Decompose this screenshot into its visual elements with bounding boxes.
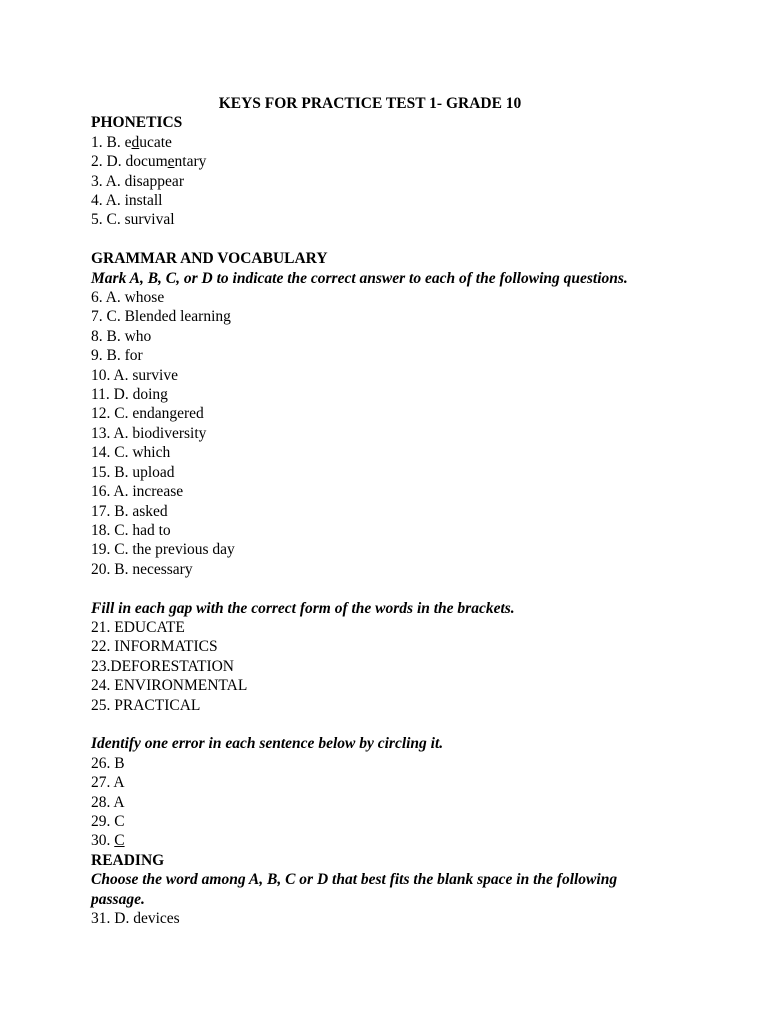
word-form-list	[91, 618, 691, 715]
answer-item: 17. B. asked	[91, 502, 168, 520]
answer-item: 31. D. devices	[91, 910, 180, 928]
answer-item: 25. PRACTICAL	[91, 696, 201, 714]
answer-item: 13. A. biodiversity	[91, 424, 207, 442]
grammar-heading: GRAMMAR AND VOCABULARY	[91, 250, 328, 268]
reading-heading: READING	[91, 851, 165, 869]
reading-list	[91, 909, 691, 928]
answer-item: 28. A	[91, 793, 125, 811]
answer-item: 16. A. increase	[91, 483, 184, 501]
error-id-list	[91, 754, 691, 851]
answer-item: 29. C	[91, 812, 125, 830]
answer-item: 21. EDUCATE	[91, 618, 185, 636]
spacer	[91, 579, 691, 598]
spacer	[91, 715, 691, 734]
page-title: KEYS FOR PRACTICE TEST 1- GRADE 10	[218, 95, 522, 112]
answer-item: 14. C. which	[91, 444, 171, 462]
spacer	[91, 230, 691, 249]
answer-item: 15. B. upload	[91, 463, 175, 481]
reading-instruction-line-1: Choose the word among A, B, C or D that best fits the blank space in the following	[91, 871, 618, 889]
answer-item: 20. B. necessary	[91, 560, 193, 578]
answer-item: 22. INFORMATICS	[91, 638, 218, 656]
answer-item: 12. C. endangered	[91, 405, 204, 423]
phonetics-list	[91, 133, 691, 230]
answer-item: 7. C. Blended learning	[91, 308, 231, 326]
grammar-instruction: Mark A, B, C, or D to indicate the correct answer to each of the following questions.	[91, 269, 628, 287]
answer-item: 5. C. survival	[91, 211, 175, 229]
answer-item: 3. A. disappear	[91, 172, 184, 190]
answer-item: 18. C. had to	[91, 521, 171, 539]
answer-item: 26. B	[91, 754, 125, 772]
answer-item: 23.DEFORESTATION	[91, 657, 234, 675]
answer-item: 30. C	[91, 832, 125, 850]
answer-item: 19. C. the previous day	[91, 541, 235, 559]
answer-item: 24. ENVIRONMENTAL	[91, 677, 248, 695]
error-id-instruction: Identify one error in each sentence below by circling it.	[91, 735, 444, 753]
reading-instruction-line-2: passage.	[91, 890, 145, 908]
answer-item: 11. D. doing	[91, 386, 168, 404]
answer-item: 8. B. who	[91, 327, 152, 345]
word-form-instruction: Fill in each gap with the correct form of the words in the brackets.	[91, 599, 515, 617]
answer-item: 2. D. documentary	[91, 153, 207, 171]
answer-item: 9. B. for	[91, 347, 143, 365]
answer-item: 1. B. educate	[91, 133, 172, 151]
answer-item: 6. A. whose	[91, 289, 165, 307]
answer-item: 27. A	[91, 774, 125, 792]
answer-item: 10. A. survive	[91, 366, 178, 384]
document-content	[91, 94, 691, 928]
grammar-list	[91, 288, 691, 579]
phonetics-heading: PHONETICS	[91, 114, 183, 132]
answer-item: 4. A. install	[91, 192, 163, 210]
